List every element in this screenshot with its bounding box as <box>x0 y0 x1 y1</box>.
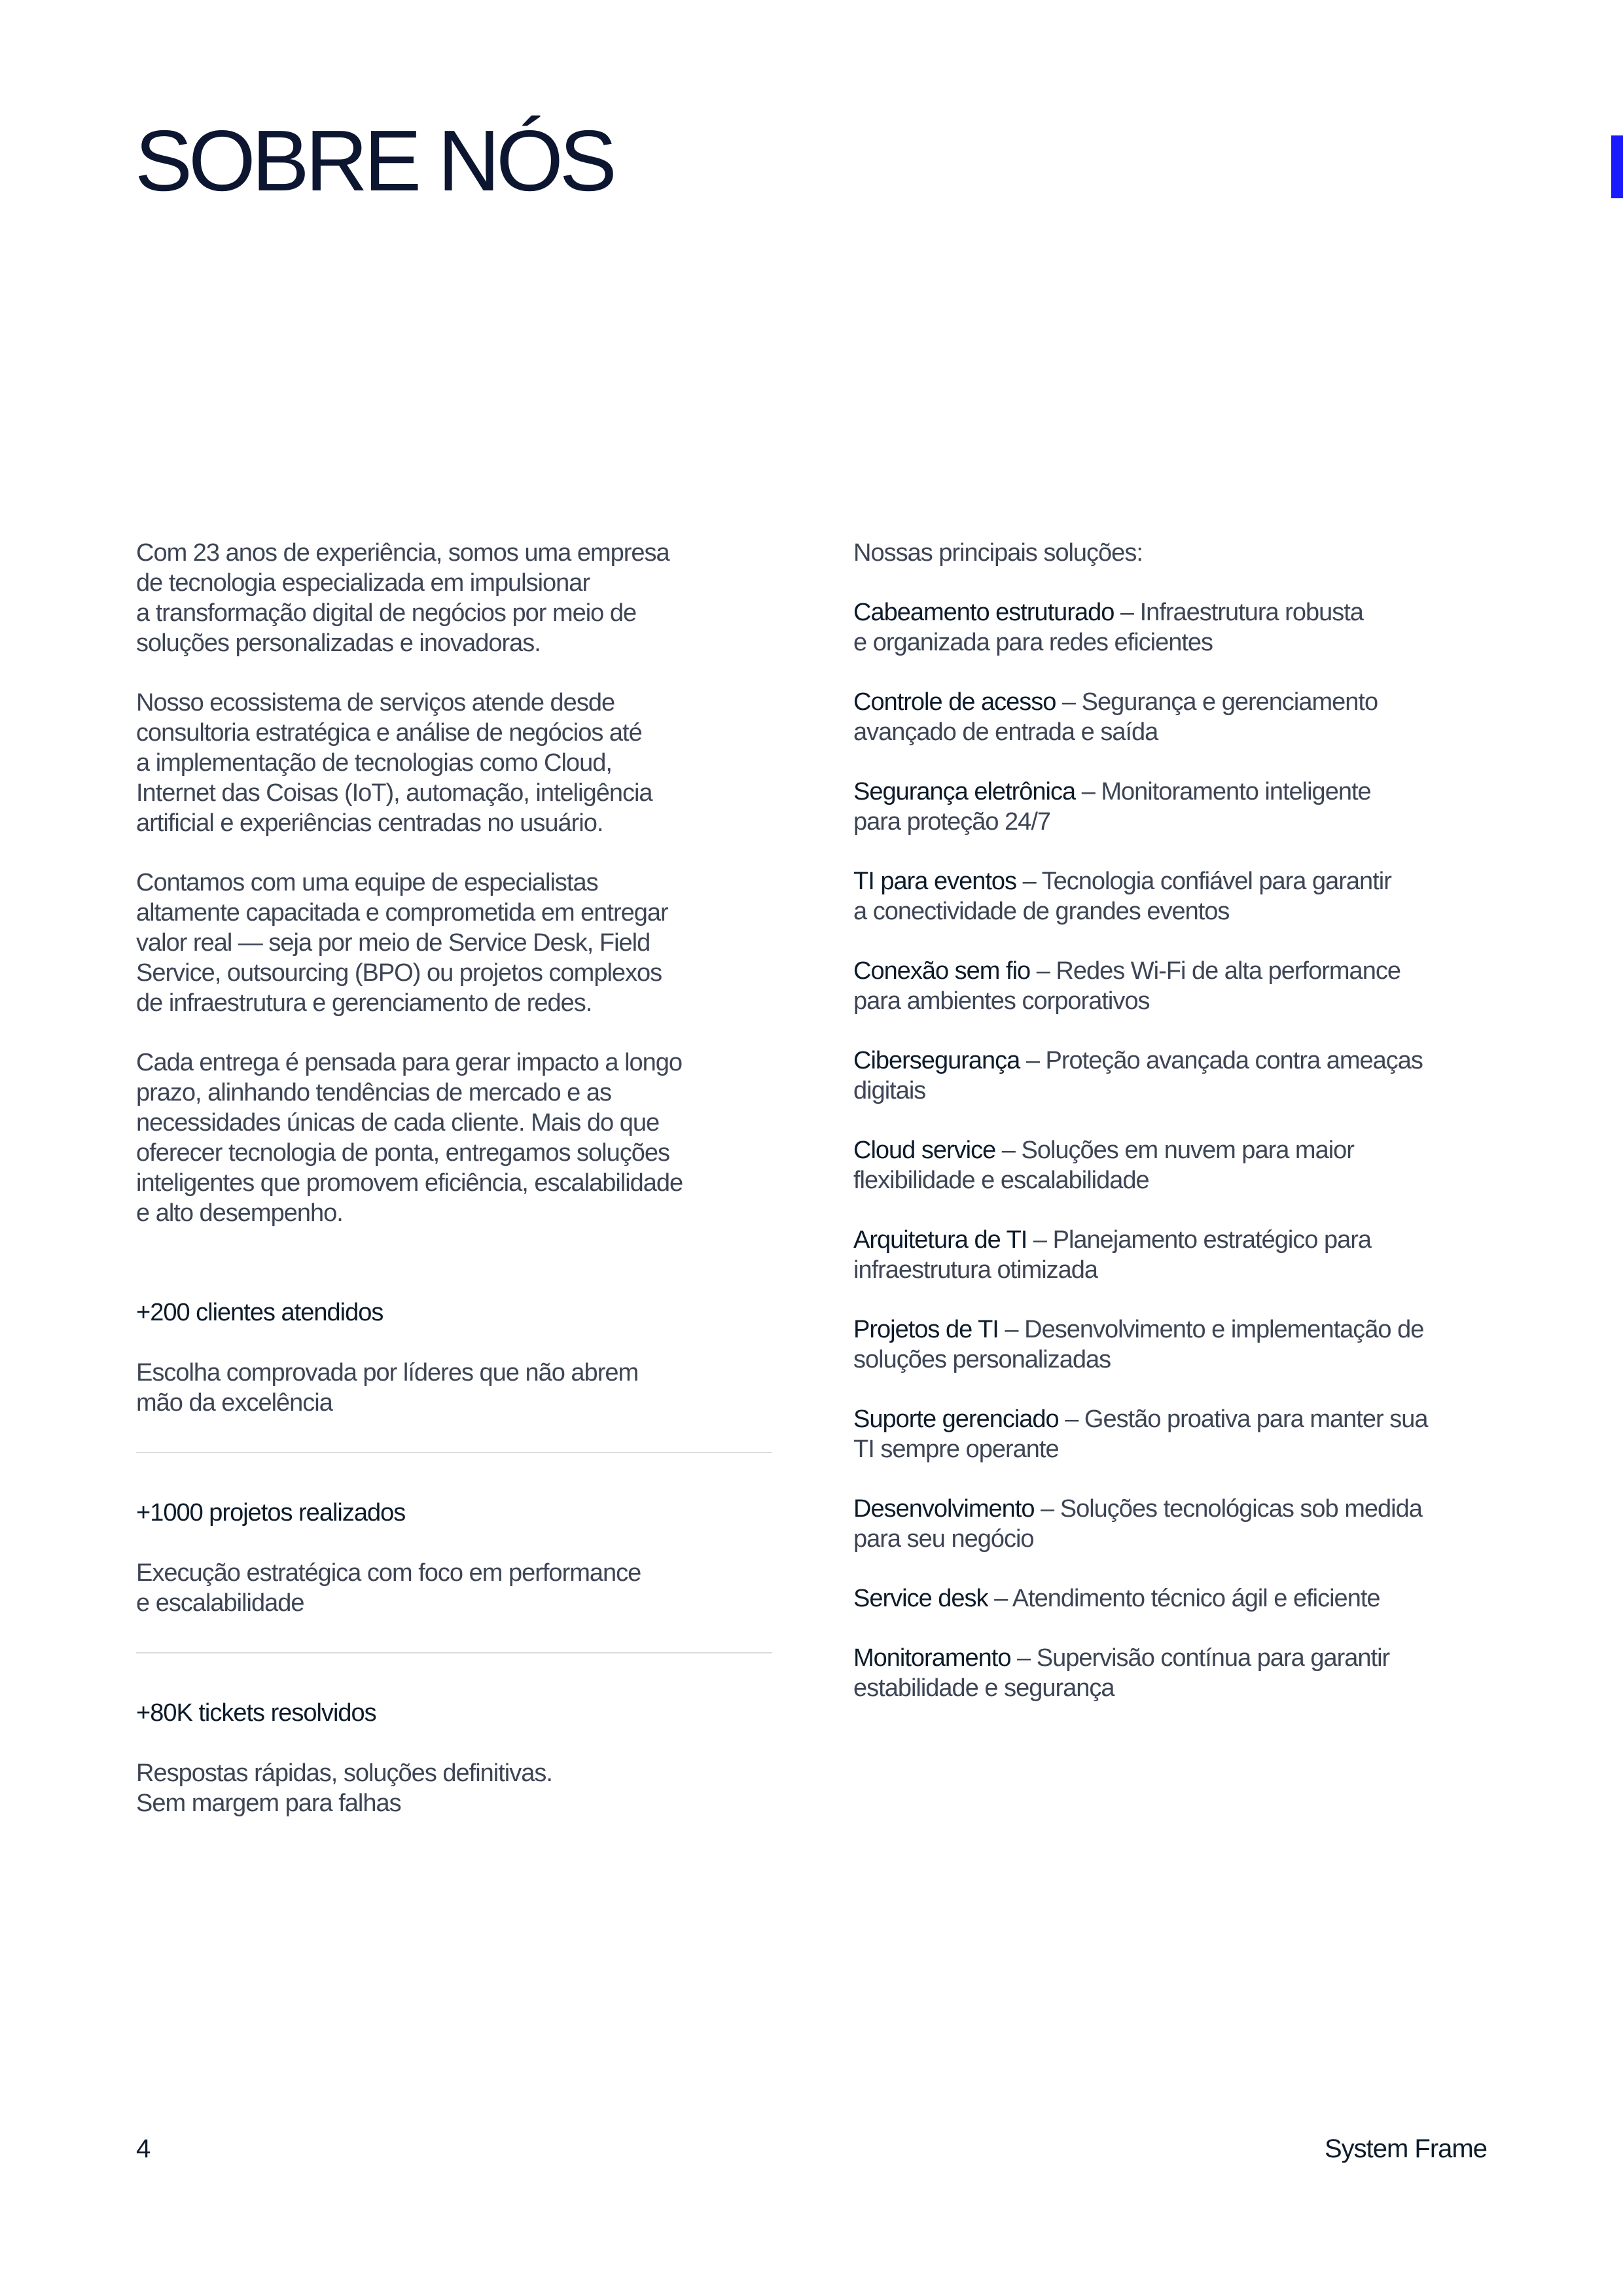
stat-heading: +200 clientes atendidos <box>136 1299 383 1326</box>
solution-item <box>853 866 1508 927</box>
stats-list <box>136 1298 772 1852</box>
solution-description: – Redes Wi-Fi de alta performance para ambientes corporativos <box>853 957 1400 1015</box>
solution-item <box>853 687 1508 747</box>
page-number: 4 <box>136 2134 151 2163</box>
solution-name: Projetos de TI <box>853 1316 999 1343</box>
solution-description: – Tecnologia confiável para garantir a conectividade de grandes eventos <box>853 868 1391 925</box>
stat-projects <box>136 1452 772 1652</box>
solution-name: Controle de acesso <box>853 688 1056 716</box>
solutions-column <box>853 538 1508 1733</box>
page-title: SOBRE NÓS <box>135 113 613 209</box>
intro-paragraph: Cada entrega é pensada para gerar impacto a longo prazo, alinhando tendências de mercado e as necessidades únicas de cada cliente. Mais do que oferecer tecnologia de ponta, entregamos soluções inteligentes que promovem eficiência, escalabilidade e alto desempenho. <box>136 1049 683 1227</box>
solution-description: – Soluções em nuvem para maior flexibilidade e escalabilidade <box>853 1137 1354 1194</box>
solution-item <box>853 1404 1508 1464</box>
solution-item <box>853 597 1508 658</box>
solution-name: Monitoramento <box>853 1644 1011 1672</box>
solution-description: – Planejamento estratégico para infraestrutura otimizada <box>853 1226 1372 1284</box>
solution-description: – Monitoramento inteligente para proteção 24/7 <box>853 778 1371 836</box>
stat-tickets <box>136 1652 772 1852</box>
stat-description: Respostas rápidas, soluções definitivas. Sem margem para falhas <box>136 1759 552 1817</box>
solution-description: – Soluções tecnológicas sob medida para seu negócio <box>853 1495 1422 1553</box>
solution-item <box>853 1315 1508 1375</box>
solution-name: Cloud service <box>853 1137 996 1164</box>
solution-item <box>853 1583 1508 1614</box>
solution-item <box>853 1643 1508 1703</box>
solution-name: Arquitetura de TI <box>853 1226 1027 1254</box>
stat-heading: +1000 projetos realizados <box>136 1499 406 1527</box>
solution-name: Suporte gerenciado <box>853 1405 1059 1433</box>
solution-name: Desenvolvimento <box>853 1495 1035 1523</box>
stat-description: Execução estratégica com foco em performance e escalabilidade <box>136 1559 641 1617</box>
intro-column <box>136 538 791 1258</box>
solution-name: Cibersegurança <box>853 1047 1020 1074</box>
stat-description: Escolha comprovada por líderes que não abrem mão da excelência <box>136 1359 639 1417</box>
solution-name: Service desk <box>853 1585 988 1612</box>
solutions-intro: Nossas principais soluções: <box>853 539 1143 567</box>
solution-item <box>853 1494 1508 1554</box>
solution-name: Cabeamento estruturado <box>853 599 1115 626</box>
intro-paragraph: Nosso ecossistema de serviços atende desde consultoria estratégica e análise de negócios até a implementação de tecnologias como Cloud, Internet das Coisas (IoT), automação, inteligência artificial e experiências centradas no usuário. <box>136 689 652 837</box>
solution-name: Conexão sem fio <box>853 957 1031 985</box>
solution-description: – Infraestrutura robusta e organizada para redes eficientes <box>853 599 1363 656</box>
solution-item <box>853 956 1508 1016</box>
stat-clients <box>136 1298 772 1452</box>
solution-description: – Desenvolvimento e implementação de soluções personalizadas <box>853 1316 1424 1373</box>
intro-paragraph: Contamos com uma equipe de especialistas altamente capacitada e comprometida em entregar valor real — seja por meio de Service Desk, Field Service, outsourcing (BPO) ou projetos complexos de infraestrutura e gerenciamento de redes. <box>136 869 668 1017</box>
stat-heading: +80K tickets resolvidos <box>136 1699 376 1727</box>
brand-name: System Frame <box>1324 2134 1487 2163</box>
accent-bar <box>1611 135 1623 198</box>
solution-item <box>853 1135 1508 1195</box>
solution-description: – Supervisão contínua para garantir estabilidade e segurança <box>853 1644 1390 1702</box>
solution-description: – Atendimento técnico ágil e eficiente <box>988 1585 1380 1612</box>
solution-description: – Proteção avançada contra ameaças digitais <box>853 1047 1423 1104</box>
solution-item <box>853 1046 1508 1106</box>
solution-description: – Gestão proativa para manter sua TI sempre operante <box>853 1405 1428 1463</box>
solution-name: Segurança eletrônica <box>853 778 1076 805</box>
solution-item <box>853 1225 1508 1285</box>
intro-paragraph: Com 23 anos de experiência, somos uma empresa de tecnologia especializada em impulsionar a transformação digital de negócios por meio de soluções personalizadas e inovadoras. <box>136 539 669 657</box>
solution-description: – Segurança e gerenciamento avançado de entrada e saída <box>853 688 1378 746</box>
solution-item <box>853 777 1508 837</box>
solution-name: TI para eventos <box>853 868 1017 895</box>
